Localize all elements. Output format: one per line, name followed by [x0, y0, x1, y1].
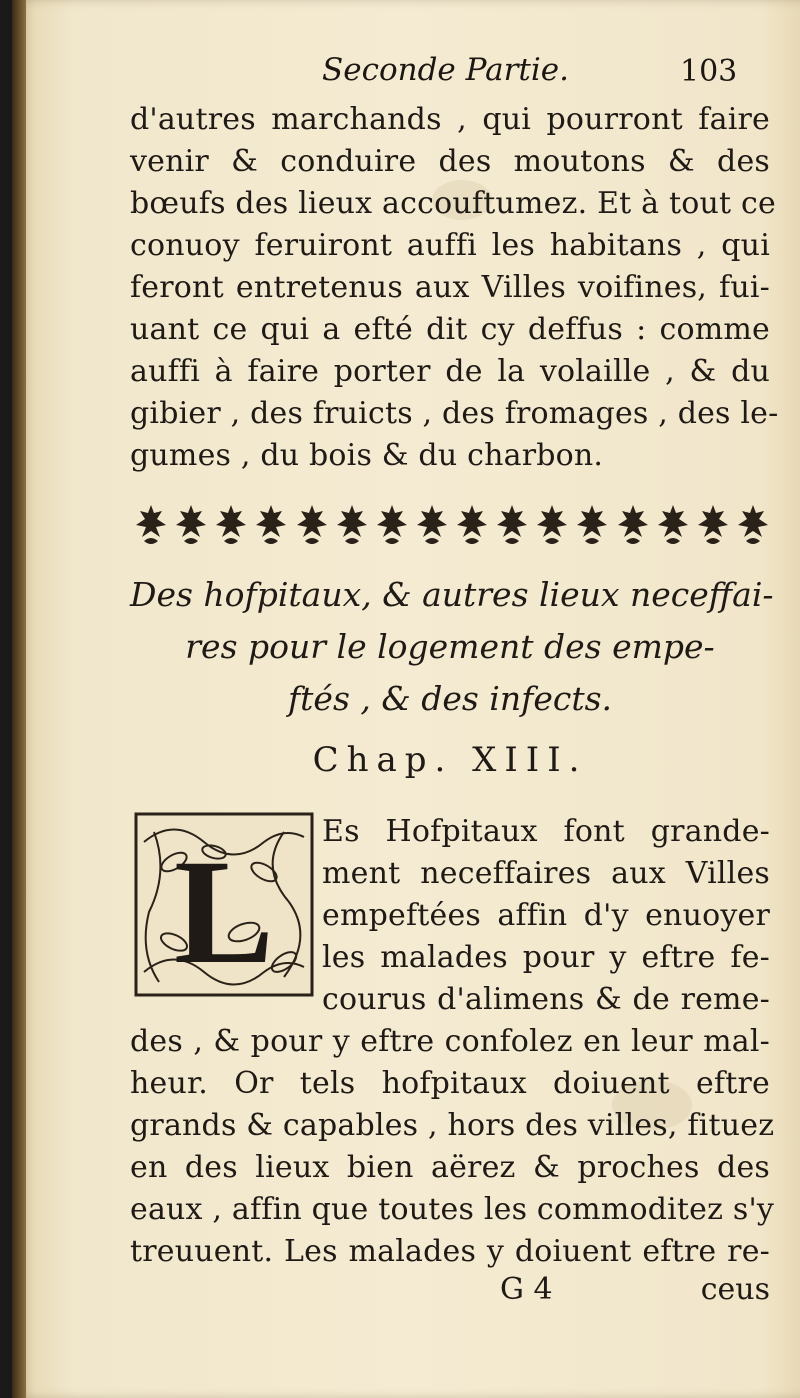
text-line: conuoy feruiront auffi les habitans , qui	[130, 228, 770, 263]
text-line: grands & capables , hors des villes, fituez	[130, 1108, 775, 1143]
fleuron-ornament	[373, 503, 411, 547]
text-line: en des lieux bien aërez & proches des	[130, 1150, 770, 1185]
fleuron-ornament	[453, 503, 491, 547]
fleuron-ornament	[694, 503, 732, 547]
text-line: venir & conduire des moutons & des	[130, 144, 770, 179]
text-line: bœufs des lieux accouftumez. Et à tout ce	[130, 186, 776, 221]
fleuron-ornament	[533, 503, 571, 547]
book-page	[12, 0, 800, 1398]
text-line: des , & pour y eftre confolez en leur mal-	[130, 1024, 770, 1059]
text-line: courus d'alimens & de reme-	[322, 982, 770, 1017]
fleuron-ornament	[293, 503, 331, 547]
text-line: eaux , affin que toutes les commoditez s'y	[130, 1192, 775, 1227]
running-head: Seconde Partie.	[322, 52, 569, 88]
fleuron-ornament	[252, 503, 290, 547]
text-line: les malades pour y eftre fe-	[322, 940, 770, 975]
page-footer	[130, 1272, 770, 1316]
section-heading-line: ftés , & des infects.	[287, 679, 613, 718]
fleuron-ornament	[172, 503, 210, 547]
text-line: auffi à faire porter de la volaille , & du	[130, 354, 770, 389]
fleuron-ornament	[413, 503, 451, 547]
initial-glyph: L	[173, 829, 275, 995]
fleuron-ornament	[212, 503, 250, 547]
printers-ornament-band	[132, 500, 772, 550]
fleuron-ornament	[333, 503, 371, 547]
fleuron-ornament	[573, 503, 611, 547]
fleuron-ornament	[132, 503, 170, 547]
section-heading-line: res pour le logement des empe-	[185, 627, 715, 666]
text-line: gibier , des fruicts , des fromages , des le-	[130, 396, 779, 431]
fleuron-ornament	[493, 503, 531, 547]
signature-mark: G 4	[500, 1272, 553, 1307]
binding-gutter	[12, 0, 26, 1398]
text-line: ment neceffaires aux Villes	[322, 856, 770, 891]
fleuron-ornament	[654, 503, 692, 547]
text-line: empeftées affin d'y enuoyer	[322, 898, 770, 933]
text-line: treuuent. Les malades y doiuent eftre re-	[130, 1234, 770, 1269]
text-line: heur. Or tels hofpitaux doiuent eftre	[130, 1066, 770, 1101]
page-header	[12, 52, 800, 102]
chapter-number: Chap. XIII.	[312, 740, 588, 780]
section-heading-line: Des hofpitaux, & autres lieux neceffai-	[130, 575, 774, 614]
text-line: Es Hofpitaux font grande-	[322, 814, 770, 849]
text-line: uant ce qui a efté dit cy deffus : comme	[130, 312, 770, 347]
catchword: ceus	[700, 1272, 770, 1307]
decorated-initial-letter	[134, 812, 314, 997]
fleuron-ornament	[734, 503, 772, 547]
text-line: d'autres marchands , qui pourront faire	[130, 102, 770, 137]
fleuron-ornament	[614, 503, 652, 547]
text-line: gumes , du bois & du charbon.	[130, 438, 604, 473]
page-number: 103	[680, 54, 738, 89]
text-line: feront entretenus aux Villes voifines, fui-	[130, 270, 770, 305]
